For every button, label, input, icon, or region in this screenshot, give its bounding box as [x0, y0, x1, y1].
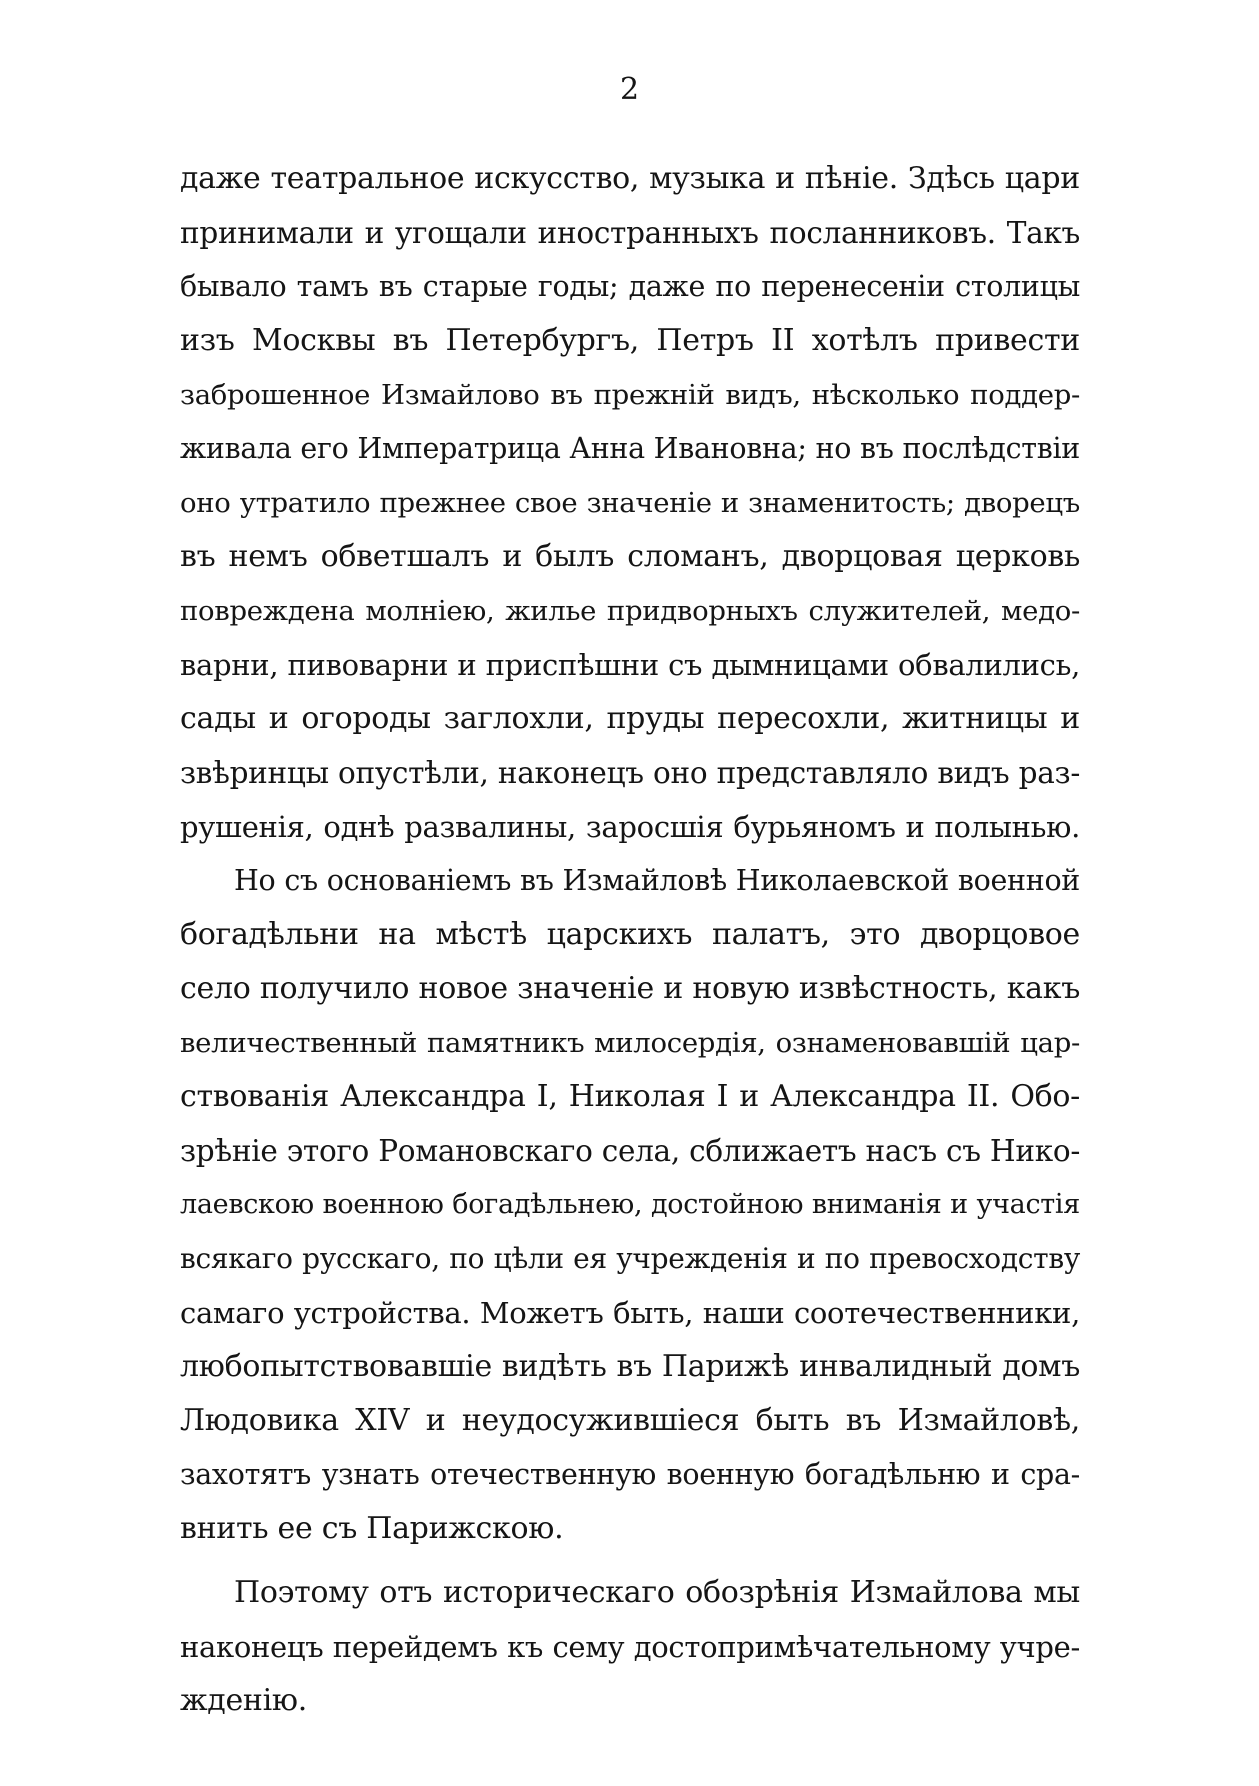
text-line: богадѣльни на мѣстѣ царскихъ палатъ, это дворцовое — [180, 917, 1080, 952]
text-line: принимали и угощали иностранныхъ посланниковъ. Такъ — [180, 216, 1080, 250]
text-line: варни, пивоварни и приспѣшни съ дымницами обвалились, — [180, 648, 1080, 682]
text-line: любопытствовавшіе видѣть въ Парижѣ инвалидный домъ — [180, 1349, 1080, 1384]
text-line: повреждена молніею, жилье придворныхъ служителей, медо- — [180, 595, 1080, 627]
text-line: Поэтому отъ историческаго обозрѣнія Измайлова мы — [234, 1575, 1080, 1610]
page-number: 2 — [619, 72, 640, 107]
paragraph-3 — [180, 1566, 1080, 1728]
paragraph-gap — [180, 1556, 1080, 1566]
text-line: жденію. — [180, 1683, 307, 1718]
text-line: въ немъ обветшалъ и былъ сломанъ, дворцовая церковь — [180, 539, 1080, 574]
text-line: ствованія Александра I, Николая I и Александра II. Обо- — [180, 1079, 1080, 1114]
text-line: лаевскою военною богадѣльнею, достойною вниманія и участія — [180, 1189, 1080, 1220]
text-line: заброшенное Измайлово въ прежній видъ, нѣсколько поддер- — [180, 379, 1080, 411]
text-line: самаго устройства. Можетъ быть, наши соотечественники, — [180, 1296, 1080, 1330]
text-line: живала его Императрица Анна Ивановна; но въ послѣдствіи — [180, 432, 1080, 465]
text-line: рушенія, однѣ развалины, заросшія бурьяномъ и полынью. — [180, 810, 1080, 844]
text-line: село получило новое значеніе и новую извѣстность, какъ — [180, 971, 1080, 1006]
paragraph-1 — [180, 152, 1080, 854]
text-line: бывало тамъ въ старые годы; даже по перенесеніи столицы — [180, 270, 1080, 303]
text-line: захотятъ узнать отечественную военную богадѣльню и сра- — [180, 1458, 1080, 1491]
text-line: звѣринцы опустѣли, наконецъ оно представляло видъ раз- — [180, 756, 1080, 790]
text-line: наконецъ перейдемъ къ сему достопримѣчательному учре- — [180, 1630, 1080, 1664]
paragraph-2 — [180, 854, 1080, 1556]
text-line: внить ее съ Парижскою. — [180, 1511, 564, 1546]
text-line: величественный памятникъ милосердія, ознаменовавшій цар- — [180, 1027, 1080, 1059]
text-line: Но съ основаніемъ въ Измайловѣ Николаевской военной — [234, 864, 1080, 897]
text-line: даже театральное искусство, музыка и пѣніе. Здѣсь цари — [180, 161, 1080, 196]
text-line: сады и огороды заглохли, пруды пересохли, житницы и — [180, 701, 1080, 736]
text-line: оно утратило прежнее свое значеніе и знаменитость; дворецъ — [180, 487, 1080, 519]
text-line: всякаго русскаго, по цѣли ея учрежденія и по превосходству — [180, 1242, 1080, 1275]
text-line: изъ Москвы въ Петербургъ, Петръ II хотѣлъ привести — [180, 323, 1080, 358]
text-line: Людовика XIV и неудосужившіеся быть въ Измайловѣ, — [180, 1403, 1080, 1438]
body-text — [180, 152, 1080, 1728]
text-line: зрѣніе этого Романовскаго села, сближаетъ насъ съ Нико- — [180, 1134, 1080, 1168]
